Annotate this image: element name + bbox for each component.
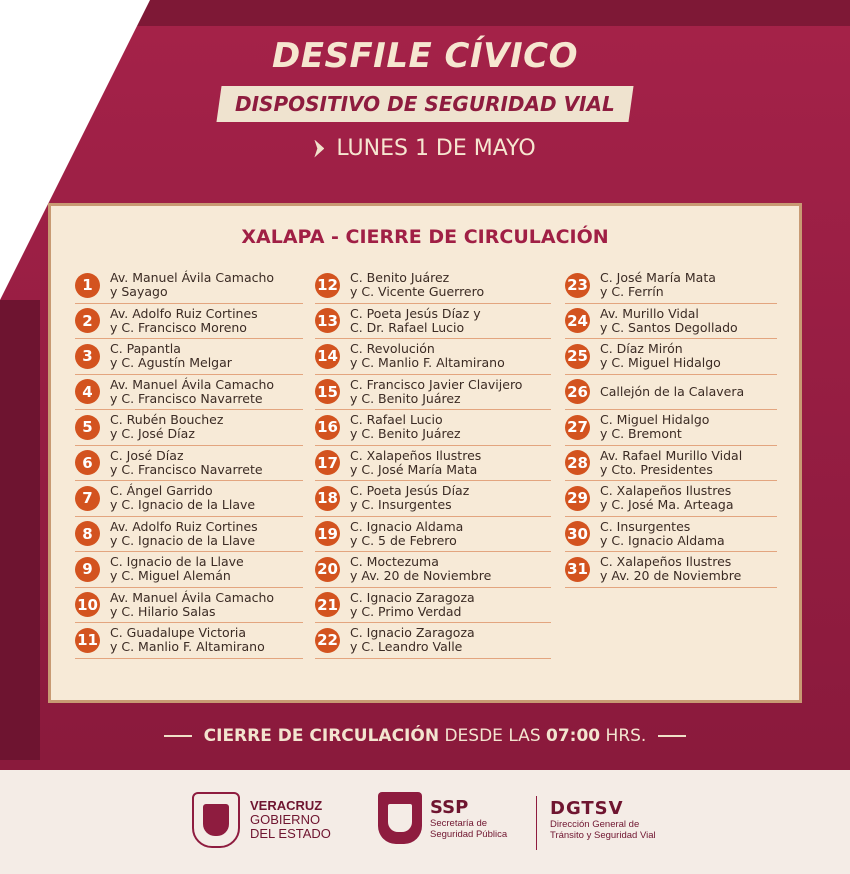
subtitle-banner — [217, 86, 634, 122]
closure-number-badge: 4 — [75, 379, 100, 404]
chevron-right-icon — [314, 140, 324, 158]
closure-number-badge: 23 — [565, 273, 590, 298]
closure-item — [75, 446, 303, 482]
divider-right — [658, 735, 686, 737]
closures-column-1 — [75, 268, 303, 659]
closure-location: Av. Adolfo Ruiz Cortines y C. Ignacio de la Llave — [110, 518, 258, 548]
closure-item — [565, 410, 777, 446]
closure-item — [565, 517, 777, 553]
veracruz-line-2: GOBIERNO — [250, 812, 321, 827]
logo-divider — [536, 796, 537, 850]
closure-location: C. Poeta Jesús Díaz y C. Insurgentes — [350, 483, 470, 513]
closures-column-3 — [565, 268, 777, 588]
closure-item — [565, 481, 777, 517]
closure-location: C. Xalapeños Ilustres y Av. 20 de Noviembre — [600, 554, 742, 584]
closure-item — [75, 517, 303, 553]
divider-left — [164, 735, 192, 737]
closure-location: Av. Rafael Murillo Vidal y Cto. Presidentes — [600, 447, 743, 477]
ssp-shield-icon — [378, 792, 422, 844]
closure-item — [315, 517, 551, 553]
closure-item — [75, 268, 303, 304]
closure-number-badge: 30 — [565, 521, 590, 546]
closure-location: C. Francisco Javier Clavijero y C. Benito Juárez — [350, 376, 523, 406]
closure-location: C. José María Mata y C. Ferrín — [600, 270, 716, 300]
closure-number-badge: 16 — [315, 415, 340, 440]
closure-number-badge: 5 — [75, 415, 100, 440]
closure-item — [315, 339, 551, 375]
closure-number-badge: 13 — [315, 308, 340, 333]
closure-location: C. Ignacio Zaragoza y C. Primo Verdad — [350, 589, 475, 619]
closure-location: C. Insurgentes y C. Ignacio Aldama — [600, 518, 725, 548]
closures-card — [48, 203, 802, 703]
closure-number-badge: 24 — [565, 308, 590, 333]
dgtsv-abbr: DGTSV — [550, 798, 624, 819]
closure-item — [315, 552, 551, 588]
closure-location: Av. Manuel Ávila Camacho y C. Francisco Navarrete — [110, 376, 275, 406]
closure-number-badge: 2 — [75, 308, 100, 333]
closure-location: C. Benito Juárez y C. Vicente Guerrero — [350, 270, 485, 300]
veracruz-line-1: VERACRUZ — [250, 798, 323, 813]
closure-number-badge: 15 — [315, 379, 340, 404]
dgtsv-line-2: Tránsito y Seguridad Vial — [550, 830, 656, 841]
veracruz-crest-icon — [192, 792, 240, 848]
closure-number-badge: 28 — [565, 450, 590, 475]
closure-number-badge: 22 — [315, 628, 340, 653]
closure-location: Av. Murillo Vidal y C. Santos Degollado — [600, 305, 738, 335]
closure-item — [565, 552, 777, 588]
closure-number-badge: 20 — [315, 557, 340, 582]
ssp-logo — [378, 792, 507, 844]
closure-from: DESDE LAS — [439, 726, 547, 746]
closure-number-badge: 31 — [565, 557, 590, 582]
ssp-line-2: Seguridad Pública — [430, 828, 508, 840]
closure-location: C. Xalapeños Ilustres y C. José María Mata — [350, 447, 482, 477]
closure-number-badge: 27 — [565, 415, 590, 440]
ssp-abbr: SSP — [430, 796, 469, 818]
closure-number-badge: 1 — [75, 273, 100, 298]
closure-location: Av. Manuel Ávila Camacho y Sayago — [110, 270, 275, 300]
closure-location: C. Ignacio Zaragoza y C. Leandro Valle — [350, 625, 475, 655]
closure-item — [565, 268, 777, 304]
dgtsv-line-1: Dirección General de — [550, 819, 640, 830]
closure-number-badge: 14 — [315, 344, 340, 369]
closure-number-badge: 18 — [315, 486, 340, 511]
ssp-line-1: Secretaría de — [430, 817, 488, 829]
closure-item — [565, 304, 777, 340]
closure-label: CIERRE DE CIRCULACIÓN — [203, 726, 440, 746]
closure-location: Av. Manuel Ávila Camacho y C. Hilario Salas — [110, 589, 275, 619]
closure-location: C. Revolución y C. Manlio F. Altamirano — [350, 341, 505, 371]
closure-number-badge: 9 — [75, 557, 100, 582]
closure-location: C. Moctezuma y Av. 20 de Noviembre — [350, 554, 492, 584]
closure-number-badge: 7 — [75, 486, 100, 511]
closures-column-2 — [315, 268, 551, 659]
closure-item — [75, 481, 303, 517]
closure-number-badge: 6 — [75, 450, 100, 475]
dgtsv-logo — [550, 798, 656, 841]
closure-number-badge: 26 — [565, 379, 590, 404]
closure-item — [315, 304, 551, 340]
closure-item — [315, 623, 551, 659]
closure-item — [75, 623, 303, 659]
closure-location: C. Ángel Garrido y C. Ignacio de la Llave — [110, 483, 256, 513]
closure-item — [315, 446, 551, 482]
page-subtitle: DISPOSITIVO DE SEGURIDAD VIAL — [235, 92, 615, 116]
closure-time: 07:00 — [546, 726, 601, 746]
closure-number-badge: 21 — [315, 592, 340, 617]
closure-item — [315, 410, 551, 446]
closure-location: C. Rubén Bouchez y C. José Díaz — [110, 412, 224, 442]
closure-location: C. Ignacio de la Llave y C. Miguel Alemán — [110, 554, 244, 584]
closure-location: C. Miguel Hidalgo y C. Bremont — [600, 412, 710, 442]
veracruz-line-3: DEL ESTADO — [250, 826, 331, 841]
closure-number-badge: 8 — [75, 521, 100, 546]
card-title: XALAPA - CIERRE DE CIRCULACIÓN — [241, 226, 609, 248]
closure-location: Av. Adolfo Ruiz Cortines y C. Francisco Moreno — [110, 305, 258, 335]
header — [0, 36, 850, 161]
closure-item — [565, 339, 777, 375]
date-row — [0, 136, 850, 161]
closure-item — [75, 588, 303, 624]
side-decoration — [0, 300, 40, 760]
closure-location: C. Poeta Jesús Díaz y C. Dr. Rafael Lucio — [350, 305, 481, 335]
closure-number-badge: 25 — [565, 344, 590, 369]
closure-time-line — [0, 726, 850, 746]
closure-number-badge: 19 — [315, 521, 340, 546]
closure-location: C. Xalapeños Ilustres y C. José Ma. Arteaga — [600, 483, 734, 513]
closure-number-badge: 10 — [75, 592, 100, 617]
closure-item — [565, 446, 777, 482]
closure-location: C. Rafael Lucio y C. Benito Juárez — [350, 412, 461, 442]
closure-location: C. José Díaz y C. Francisco Navarrete — [110, 447, 263, 477]
closure-number-badge: 11 — [75, 628, 100, 653]
closure-item — [75, 410, 303, 446]
closure-item — [75, 552, 303, 588]
closure-location: C. Guadalupe Victoria y C. Manlio F. Altamirano — [110, 625, 265, 655]
closure-item — [315, 588, 551, 624]
closure-location: C. Díaz Mirón y C. Miguel Hidalgo — [600, 341, 721, 371]
closure-item — [75, 375, 303, 411]
closure-location: C. Papantla y C. Agustín Melgar — [110, 341, 232, 371]
closure-item — [315, 481, 551, 517]
closure-item — [565, 375, 777, 411]
closure-item — [315, 375, 551, 411]
veracruz-logo — [192, 792, 331, 848]
closure-item — [315, 268, 551, 304]
closure-location: Callejón de la Calavera — [600, 383, 745, 399]
closure-hrs: HRS. — [600, 726, 647, 746]
closure-number-badge: 3 — [75, 344, 100, 369]
closure-time-text — [204, 726, 647, 746]
closure-location: C. Ignacio Aldama y C. 5 de Febrero — [350, 518, 464, 548]
closure-number-badge: 17 — [315, 450, 340, 475]
closure-item — [75, 304, 303, 340]
closure-item — [75, 339, 303, 375]
event-date: LUNES 1 DE MAYO — [336, 136, 536, 161]
closure-number-badge: 29 — [565, 486, 590, 511]
closure-number-badge: 12 — [315, 273, 340, 298]
page-title: DESFILE CÍVICO — [272, 36, 578, 76]
